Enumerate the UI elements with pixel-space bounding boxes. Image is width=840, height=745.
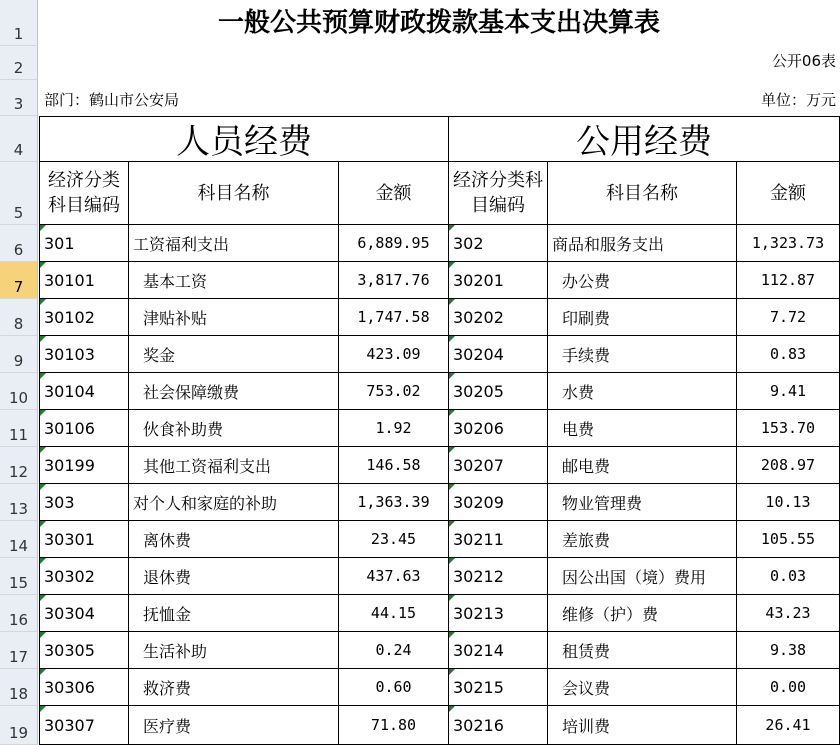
row-header[interactable]: 4: [0, 116, 38, 162]
error-indicator-icon: [40, 484, 46, 490]
table-cell-amount[interactable]: 23.45: [339, 521, 449, 558]
table-cell-amount[interactable]: 0.83: [737, 336, 840, 373]
table-cell-name[interactable]: 办公费: [548, 262, 737, 299]
table-cell-name[interactable]: 因公出国（境）费用: [548, 558, 737, 595]
error-indicator-icon: [40, 521, 46, 527]
table-cell-amount[interactable]: 1,747.58: [339, 299, 449, 336]
table-cell-code[interactable]: 30307: [40, 706, 129, 745]
table-cell-name[interactable]: 津贴补贴: [129, 299, 339, 336]
table-cell-code[interactable]: 30204: [449, 336, 548, 373]
table-cell-name[interactable]: 水费: [548, 373, 737, 410]
table-cell-code[interactable]: 30302: [40, 558, 129, 595]
row-header[interactable]: 9: [0, 336, 38, 373]
table-cell-amount[interactable]: 9.38: [737, 632, 840, 669]
table-cell-code[interactable]: 30202: [449, 299, 548, 336]
error-indicator-icon: [40, 299, 46, 305]
table-cell-code[interactable]: 30205: [449, 373, 548, 410]
table-cell-name[interactable]: 电费: [548, 410, 737, 447]
page-title: 一般公共预算财政拨款基本支出决算表: [217, 8, 660, 38]
row-header[interactable]: 16: [0, 595, 38, 632]
table-cell-name[interactable]: 救济费: [129, 669, 339, 706]
table-cell-amount[interactable]: 208.97: [737, 447, 840, 484]
row-header[interactable]: 7: [0, 262, 38, 299]
row-header[interactable]: 6: [0, 225, 38, 262]
table-cell-amount[interactable]: 0.24: [339, 632, 449, 669]
table-cell-name[interactable]: 伙食补助费: [129, 410, 339, 447]
table-cell-name[interactable]: 差旅费: [548, 521, 737, 558]
table-cell-code[interactable]: 30301: [40, 521, 129, 558]
error-indicator-icon: [40, 336, 46, 342]
row-header[interactable]: 17: [0, 632, 38, 669]
table-cell-code[interactable]: 30215: [449, 669, 548, 706]
table-cell-amount[interactable]: 753.02: [339, 373, 449, 410]
row-header[interactable]: 2: [0, 46, 38, 80]
row-header[interactable]: 15: [0, 558, 38, 595]
form-number: 公开06表: [771, 52, 836, 70]
table-cell-amount[interactable]: 9.41: [737, 373, 840, 410]
error-indicator-icon: [40, 262, 46, 268]
table-cell-code[interactable]: 30209: [449, 484, 548, 521]
header-code: 经济分类科目编码: [40, 162, 129, 225]
table-cell-code[interactable]: 30212: [449, 558, 548, 595]
error-indicator-icon: [40, 595, 46, 601]
table-cell-code[interactable]: 30214: [449, 632, 548, 669]
table-cell-name[interactable]: 生活补助: [129, 632, 339, 669]
table-cell-amount[interactable]: 26.41: [737, 706, 840, 745]
table-cell-amount[interactable]: 153.70: [737, 410, 840, 447]
table-cell-amount[interactable]: 105.55: [737, 521, 840, 558]
table-cell-name[interactable]: 手续费: [548, 336, 737, 373]
table-cell-code[interactable]: 30103: [40, 336, 129, 373]
table-cell-amount[interactable]: 7.72: [737, 299, 840, 336]
department-label: 部门：鹤山市公安局: [44, 91, 180, 109]
row-header[interactable]: 5: [0, 162, 38, 225]
table-cell-code[interactable]: 30201: [449, 262, 548, 299]
table-cell-code[interactable]: 30104: [40, 373, 129, 410]
error-indicator-icon: [40, 706, 46, 712]
error-indicator-icon: [449, 410, 455, 416]
table-cell-amount[interactable]: 1,363.39: [339, 484, 449, 521]
table-cell-name[interactable]: 商品和服务支出: [548, 225, 737, 262]
header-name: 科目名称: [548, 162, 737, 225]
table-cell-name[interactable]: 其他工资福利支出: [129, 447, 339, 484]
table-cell-code[interactable]: 30305: [40, 632, 129, 669]
error-indicator-icon: [449, 521, 455, 527]
table-cell-amount[interactable]: 71.80: [339, 706, 449, 745]
table-cell-name[interactable]: 印刷费: [548, 299, 737, 336]
table-cell-name[interactable]: 医疗费: [129, 706, 339, 745]
table-cell-amount[interactable]: 6,889.95: [339, 225, 449, 262]
table-cell-name[interactable]: 奖金: [129, 336, 339, 373]
error-indicator-icon: [40, 632, 46, 638]
error-indicator-icon: [40, 669, 46, 675]
table-cell-amount[interactable]: 112.87: [737, 262, 840, 299]
error-indicator-icon: [449, 706, 455, 712]
table-cell-code[interactable]: 30211: [449, 521, 548, 558]
table-cell-amount[interactable]: 423.09: [339, 336, 449, 373]
table-cell-amount[interactable]: 10.13: [737, 484, 840, 521]
table-cell-name[interactable]: 离休费: [129, 521, 339, 558]
table-cell-code[interactable]: 30216: [449, 706, 548, 745]
table-cell-code[interactable]: 30207: [449, 447, 548, 484]
row-header[interactable]: 12: [0, 447, 38, 484]
table-cell-amount[interactable]: 0.03: [737, 558, 840, 595]
table-cell-amount[interactable]: 44.15: [339, 595, 449, 632]
table-cell-name[interactable]: 维修（护）费: [548, 595, 737, 632]
error-indicator-icon: [40, 447, 46, 453]
header-code: 经济分类科目编码: [449, 162, 548, 225]
table-cell-name[interactable]: 培训费: [548, 706, 737, 745]
row-header[interactable]: 18: [0, 669, 38, 706]
table-cell-name[interactable]: 抚恤金: [129, 595, 339, 632]
table-cell-code[interactable]: 30206: [449, 410, 548, 447]
error-indicator-icon: [449, 225, 455, 231]
table-cell-amount[interactable]: 1,323.73: [737, 225, 840, 262]
error-indicator-icon: [449, 373, 455, 379]
row-header[interactable]: 19: [0, 706, 38, 745]
error-indicator-icon: [449, 669, 455, 675]
table-cell-name[interactable]: 工资福利支出: [129, 225, 339, 262]
table-cell-amount[interactable]: 146.58: [339, 447, 449, 484]
table-cell-code[interactable]: 303: [40, 484, 129, 521]
table-cell-name[interactable]: 社会保障缴费: [129, 373, 339, 410]
table-cell-code[interactable]: 302: [449, 225, 548, 262]
table-cell-code[interactable]: 30106: [40, 410, 129, 447]
error-indicator-icon: [449, 632, 455, 638]
error-indicator-icon: [449, 299, 455, 305]
table-cell-amount[interactable]: 437.63: [339, 558, 449, 595]
table-cell-name[interactable]: 会议费: [548, 669, 737, 706]
table-cell-name[interactable]: 退休费: [129, 558, 339, 595]
table-cell-amount[interactable]: 0.00: [737, 669, 840, 706]
row-header[interactable]: 11: [0, 410, 38, 447]
error-indicator-icon: [449, 447, 455, 453]
error-indicator-icon: [449, 595, 455, 601]
table-cell-code[interactable]: 30304: [40, 595, 129, 632]
table-cell-name[interactable]: 物业管理费: [548, 484, 737, 521]
table-cell-code[interactable]: 30213: [449, 595, 548, 632]
table-cell-amount[interactable]: 43.23: [737, 595, 840, 632]
table-cell-code[interactable]: 30306: [40, 669, 129, 706]
row-header[interactable]: 3: [0, 80, 38, 116]
error-indicator-icon: [449, 558, 455, 564]
unit-label: 单位：万元: [760, 91, 836, 109]
error-indicator-icon: [449, 336, 455, 342]
section-public: 公用经费: [449, 116, 840, 162]
table-cell-amount[interactable]: 0.60: [339, 669, 449, 706]
table-cell-amount[interactable]: 1.92: [339, 410, 449, 447]
table-cell-name[interactable]: 基本工资: [129, 262, 339, 299]
row-header[interactable]: 1: [0, 0, 38, 46]
error-indicator-icon: [40, 373, 46, 379]
header-amount: 金额: [737, 162, 840, 225]
table-cell-code[interactable]: 301: [40, 225, 129, 262]
table-cell-name[interactable]: 租赁费: [548, 632, 737, 669]
table-cell-code[interactable]: 30101: [40, 262, 129, 299]
error-indicator-icon: [40, 410, 46, 416]
table-cell-amount[interactable]: 3,817.76: [339, 262, 449, 299]
row-header[interactable]: 8: [0, 299, 38, 336]
table-cell-code[interactable]: 30199: [40, 447, 129, 484]
section-personnel: 人员经费: [40, 116, 449, 162]
row-header[interactable]: 14: [0, 521, 38, 558]
table-cell-name[interactable]: 对个人和家庭的补助: [129, 484, 339, 521]
row-header[interactable]: 13: [0, 484, 38, 521]
error-indicator-icon: [40, 225, 46, 231]
header-amount: 金额: [339, 162, 449, 225]
table-cell-name[interactable]: 邮电费: [548, 447, 737, 484]
error-indicator-icon: [40, 558, 46, 564]
header-name: 科目名称: [129, 162, 339, 225]
error-indicator-icon: [449, 262, 455, 268]
error-indicator-icon: [449, 484, 455, 490]
row-header[interactable]: 10: [0, 373, 38, 410]
table-cell-code[interactable]: 30102: [40, 299, 129, 336]
